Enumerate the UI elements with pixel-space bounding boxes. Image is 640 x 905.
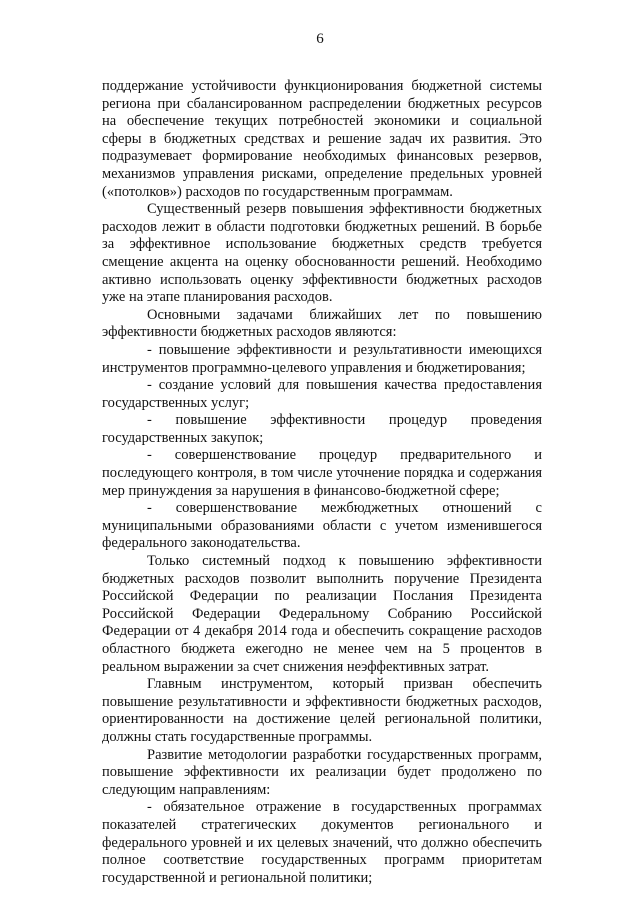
paragraph: поддержание устойчивости функционирования бюджетной системы региона при сбалансированном распределении бюджетных ресурсов на обеспечение текущих потребностей экономики и социальной сферы в бюджетных средствах и решение задач их развития. Это подразумевает формирование необходимых финансовых резервов, механизмов управления рисками, определение предельных уровней («потолков») расходов по государственным программам. <box>102 78 542 200</box>
list-item: - повышение эффективности и результативности имеющихся инструментов программно-целевого управления и бюджетирования; <box>102 341 542 376</box>
list-item: - совершенствование процедур предварительного и последующего контроля, в том числе уточнение порядка и содержания мер принуждения за нарушения в финансово-бюджетной сфере; <box>102 447 542 499</box>
list-item: - совершенствование межбюджетных отношений с муниципальными образованиями области с учетом изменившегося федерального законодательства. <box>102 500 542 552</box>
paragraph: Главным инструментом, который призван обеспечить повышение результативности и эффективности бюджетных расходов, ориентированности на достижение целей региональной политики, должны стать государственные программы. <box>102 676 542 745</box>
page-number: 6 <box>316 31 324 47</box>
paragraph: Развитие методологии разработки государственных программ, повышение эффективности их реализации будет продолжено по следующим направлениям: <box>102 746 542 798</box>
list-item: - обязательное отражение в государственных программах показателей стратегических документов регионального и федерального уровней и их целевых значений, что должно обеспечить полное соответствие государственных программ приоритетам государственной и региональной политики; <box>102 799 542 886</box>
body-text <box>102 78 542 887</box>
list-item: - создание условий для повышения качества предоставления государственных услуг; <box>102 377 542 411</box>
list-item: - повышение эффективности процедур проведения государственных закупок; <box>102 412 542 446</box>
paragraph: Существенный резерв повышения эффективности бюджетных расходов лежит в области подготовки бюджетных решений. В борьбе за эффективное использование бюджетных средств требуется смещение акцента на оценку обоснованности решений. Необходимо активно использовать оценку эффективности бюджетных расходов уже на этапе планирования расходов. <box>102 201 542 306</box>
paragraph: Только системный подход к повышению эффективности бюджетных расходов позволит выполнить поручение Президента Российской Федерации по реализации Послания Президента Российской Федерации Федеральному Собранию Российской Федерации от 4 декабря 2014 года и обеспечить сокращение расходов областного бюджета ежегодно не менее чем на 5 процентов в реальном выражении за счет снижения неэффективных затрат. <box>102 553 542 675</box>
paragraph: Основными задачами ближайших лет по повышению эффективности бюджетных расходов являются: <box>102 306 542 341</box>
